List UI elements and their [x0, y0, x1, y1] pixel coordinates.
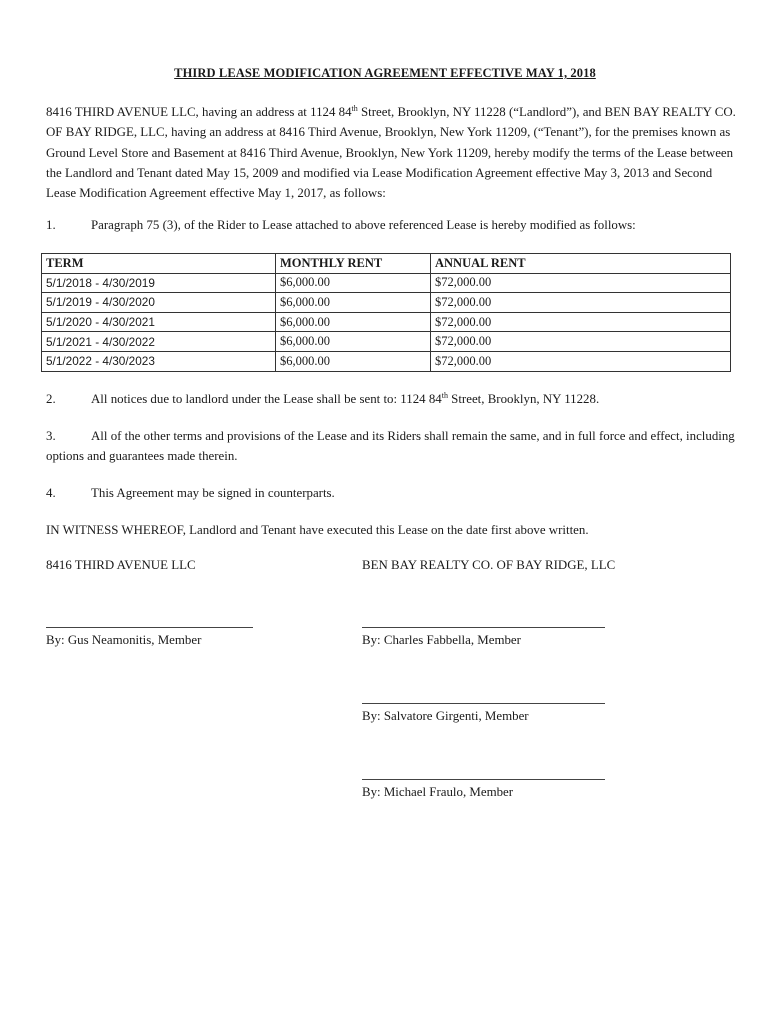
term-cell: 5/1/2018 - 4/30/2019: [42, 273, 276, 293]
monthly-rent-cell: $6,000.00: [276, 273, 431, 293]
annual-rent-cell: $72,000.00: [431, 351, 731, 371]
intro-superscript: th: [351, 104, 358, 113]
tenant-signer-3: By: Michael Fraulo, Member: [362, 785, 514, 799]
paragraph-1-text: Paragraph 75 (3), of the Rider to Lease attached to above referenced Lease is hereby modified as follows:: [91, 218, 636, 232]
tenant-name: BEN BAY REALTY CO. OF BAY RIDGE, LLC: [362, 558, 616, 572]
tenant-signer-1: By: Charles Fabbella, Member: [362, 633, 521, 647]
paragraph-2-superscript: th: [441, 391, 448, 400]
intro-paragraph: [46, 102, 736, 203]
table-row: [42, 332, 731, 352]
paragraph-1-number: 1.: [46, 218, 56, 232]
monthly-rent-cell: $6,000.00: [276, 351, 431, 371]
paragraph-4: [46, 483, 736, 503]
tenant-signature-line-3: [362, 779, 605, 780]
table-row: [42, 273, 731, 293]
header-monthly-rent: MONTHLY RENT: [276, 254, 431, 274]
table-row: [42, 351, 731, 371]
witness-clause: IN WITNESS WHEREOF, Landlord and Tenant have executed this Lease on the date first above written.: [46, 523, 589, 537]
intro-text-b: Street, Brooklyn, NY 11228 (“Landlord”), and BEN BAY REALTY CO. OF BAY RIDGE, LLC, having an address at 8416 Third Avenue, Brooklyn, New York 11209, (“Tenant”), for the premises known as Ground Level Store and Basement at 8416 Third Avenue, Brooklyn, New York 11209, hereby modify the terms of the Lease between the Landlord and Tenant dated May 15, 2009 and modified via Lease Modification Agreement effective May 3, 2013 and Second Lease Modification Agreement effective May 1, 2017, as follows:: [46, 105, 736, 201]
annual-rent-cell: $72,000.00: [431, 293, 731, 313]
header-term: TERM: [42, 254, 276, 274]
paragraph-1: [46, 215, 736, 235]
paragraph-2-text-b: Street, Brooklyn, NY 11228.: [447, 392, 600, 406]
term-cell: 5/1/2019 - 4/30/2020: [42, 293, 276, 313]
annual-rent-cell: $72,000.00: [431, 312, 731, 332]
paragraph-4-number: 4.: [46, 486, 56, 500]
paragraph-2-text-a: All notices due to landlord under the Lease shall be sent to: 1124 84: [91, 392, 442, 406]
header-annual-rent: ANNUAL RENT: [431, 254, 731, 274]
landlord-signature-line: [46, 627, 253, 628]
tenant-signature-line-1: [362, 627, 605, 628]
term-cell: 5/1/2022 - 4/30/2023: [42, 351, 276, 371]
paragraph-3-text: All of the other terms and provisions of the Lease and its Riders shall remain the same, and in full force and effect, including options and guarantees made therein.: [46, 429, 735, 463]
monthly-rent-cell: $6,000.00: [276, 332, 431, 352]
table-header-row: [42, 254, 731, 274]
rent-schedule-table: [41, 253, 731, 372]
tenant-signature-line-2: [362, 703, 605, 704]
term-cell: 5/1/2020 - 4/30/2021: [42, 312, 276, 332]
paragraph-2: [46, 389, 736, 409]
table-row: [42, 293, 731, 313]
paragraph-4-text: This Agreement may be signed in counterparts.: [91, 486, 335, 500]
annual-rent-cell: $72,000.00: [431, 332, 731, 352]
annual-rent-cell: $72,000.00: [431, 273, 731, 293]
table-row: [42, 312, 731, 332]
paragraph-3: [46, 426, 736, 466]
landlord-name: 8416 THIRD AVENUE LLC: [46, 558, 196, 572]
paragraph-3-number: 3.: [46, 429, 56, 443]
term-cell: 5/1/2021 - 4/30/2022: [42, 332, 276, 352]
monthly-rent-cell: $6,000.00: [276, 312, 431, 332]
landlord-signer: By: Gus Neamonitis, Member: [46, 633, 202, 647]
monthly-rent-cell: $6,000.00: [276, 293, 431, 313]
tenant-signer-2: By: Salvatore Girgenti, Member: [362, 709, 529, 723]
document-title: THIRD LEASE MODIFICATION AGREEMENT EFFECTIVE MAY 1, 2018: [174, 66, 596, 80]
paragraph-2-number: 2.: [46, 392, 56, 406]
intro-text-a: 8416 THIRD AVENUE LLC, having an address at 1124 84: [46, 105, 352, 119]
